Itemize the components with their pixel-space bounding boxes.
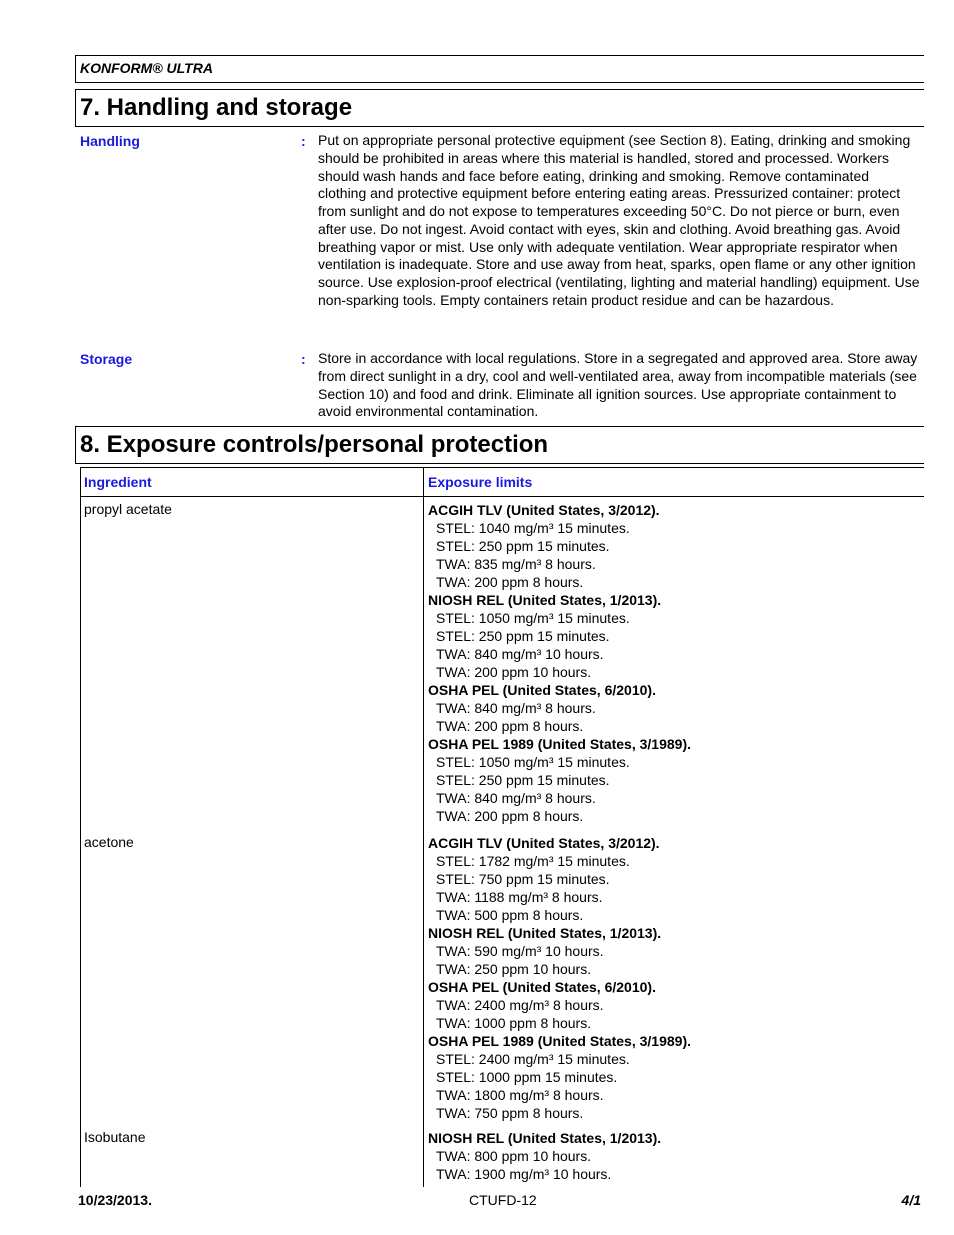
limit-value: STEL: 750 ppm 15 minutes. — [436, 871, 610, 887]
limit-value: STEL: 250 ppm 15 minutes. — [436, 538, 610, 554]
limit-source: NIOSH REL (United States, 1/2013). — [428, 925, 662, 941]
footer-code: CTUFD-12 — [469, 1192, 537, 1208]
limit-value: TWA: 1800 mg/m³ 8 hours. — [436, 1087, 604, 1103]
limit-source: OSHA PEL (United States, 6/2010). — [428, 979, 656, 995]
table-top-border — [80, 467, 924, 468]
product-name: KONFORM® ULTRA — [80, 60, 213, 76]
limit-source: OSHA PEL 1989 (United States, 3/1989). — [428, 736, 691, 752]
footer-page-number: 4/1 — [901, 1192, 921, 1208]
limit-value: TWA: 750 ppm 8 hours. — [436, 1105, 584, 1121]
footer-date: 10/23/2013. — [78, 1192, 152, 1208]
limit-value: STEL: 250 ppm 15 minutes. — [436, 628, 610, 644]
limit-value: TWA: 2400 mg/m³ 8 hours. — [436, 997, 604, 1013]
exposure-limits-cell — [428, 501, 691, 825]
table-header-divider — [80, 496, 924, 497]
table-left-border — [80, 467, 81, 1187]
limit-value: TWA: 200 ppm 8 hours. — [436, 718, 584, 734]
ingredient-column-header: Ingredient — [84, 474, 152, 490]
handling-colon: : — [301, 133, 306, 149]
limit-source: ACGIH TLV (United States, 3/2012). — [428, 502, 660, 518]
limit-source: ACGIH TLV (United States, 3/2012). — [428, 835, 660, 851]
limit-value: TWA: 800 ppm 10 hours. — [436, 1148, 592, 1164]
ingredient-name: acetone — [84, 834, 134, 850]
ingredient-name: propyl acetate — [84, 501, 172, 517]
limit-value: TWA: 590 mg/m³ 10 hours. — [436, 943, 604, 959]
limit-value: TWA: 250 ppm 10 hours. — [436, 961, 592, 977]
limit-value: TWA: 835 mg/m³ 8 hours. — [436, 556, 596, 572]
limit-value: TWA: 200 ppm 8 hours. — [436, 574, 584, 590]
limit-value: TWA: 840 mg/m³ 8 hours. — [436, 700, 596, 716]
storage-text: Store in accordance with local regulations. Store in a segregated and approved area. Store away from direct sunlight in a dry, cool and well-ventilated area, away from incompatible materials (see Section 10) and food and drink. Eliminate all ignition sources. Use appropriate containment to avoid environmental contamination. — [318, 350, 918, 420]
handling-text: Put on appropriate personal protective equipment (see Section 8). Eating, drinking and smoking should be prohibited in areas where this material is handled, stored and processed. Workers should wash hands and face before eating, drinking and smoking. Remove contaminated clothing and protective equipment before entering eating areas. Pressurized container: protect from sunlight and do not expose to temperatures exceeding 50°C. Do not pierce or burn, even after use. Do not ingest. Avoid contact with eyes, skin and clothing. Avoid breathing gas. Avoid breathing vapor or mist. Use only with adequate ventilation. Wear appropriate respirator when ventilation is inadequate. Store and use away from heat, sparks, open flame or any other ignition source. Use explosion-proof electrical (ventilating, lighting and material handling) equipment. Use non-sparking tools. Empty containers retain product residue and can be hazardous. — [318, 132, 920, 308]
storage-label: Storage — [80, 351, 133, 367]
section-8-title: 8. Exposure controls/personal protection — [80, 431, 549, 458]
limit-value: TWA: 1000 ppm 8 hours. — [436, 1015, 592, 1031]
table-column-divider — [423, 467, 424, 1187]
limit-value: STEL: 1000 ppm 15 minutes. — [436, 1069, 618, 1085]
exposure-limits-table — [80, 467, 924, 1187]
exposure-limits-column-header: Exposure limits — [428, 474, 533, 490]
limit-source: OSHA PEL 1989 (United States, 3/1989). — [428, 1033, 691, 1049]
limit-value: TWA: 200 ppm 8 hours. — [436, 808, 584, 824]
limit-value: TWA: 840 mg/m³ 8 hours. — [436, 790, 596, 806]
limit-source: NIOSH REL (United States, 1/2013). — [428, 1130, 662, 1146]
limit-value: TWA: 1188 mg/m³ 8 hours. — [436, 889, 603, 905]
section-7-title: 7. Handling and storage — [80, 94, 353, 121]
exposure-limits-cell — [428, 834, 691, 1122]
limit-source: NIOSH REL (United States, 1/2013). — [428, 592, 662, 608]
limit-value: TWA: 500 ppm 8 hours. — [436, 907, 584, 923]
limit-value: TWA: 200 ppm 10 hours. — [436, 664, 592, 680]
handling-label: Handling — [80, 133, 140, 149]
limit-value: STEL: 250 ppm 15 minutes. — [436, 772, 610, 788]
ingredient-name: Isobutane — [84, 1129, 146, 1145]
limit-source: OSHA PEL (United States, 6/2010). — [428, 682, 656, 698]
exposure-limits-cell — [428, 1129, 661, 1183]
limit-value: TWA: 840 mg/m³ 10 hours. — [436, 646, 604, 662]
limit-value: TWA: 1900 mg/m³ 10 hours. — [436, 1166, 612, 1182]
limit-value: STEL: 1782 mg/m³ 15 minutes. — [436, 853, 630, 869]
storage-colon: : — [301, 351, 306, 367]
limit-value: STEL: 2400 mg/m³ 15 minutes. — [436, 1051, 630, 1067]
limit-value: STEL: 1040 mg/m³ 15 minutes. — [436, 520, 630, 536]
limit-value: STEL: 1050 mg/m³ 15 minutes. — [436, 754, 630, 770]
limit-value: STEL: 1050 mg/m³ 15 minutes. — [436, 610, 630, 626]
